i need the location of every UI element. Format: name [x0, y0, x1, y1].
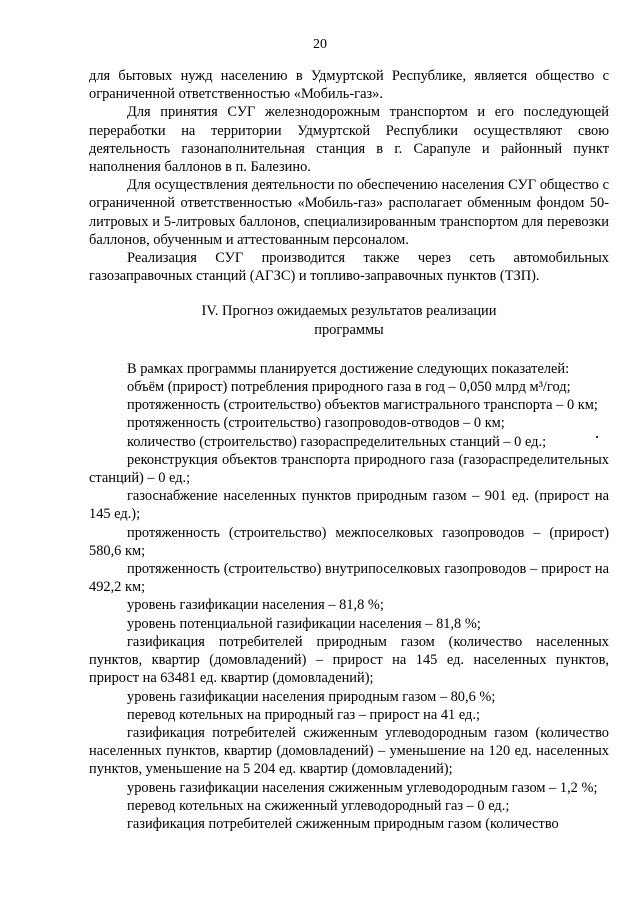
indicator-item: реконструкция объектов транспорта природного газа (газораспределительных станций) – 0 ед.; [89, 451, 609, 487]
section-title-line-1: IV. Прогноз ожидаемых результатов реализации [201, 303, 497, 320]
indicator-item: уровень потенциальной газификации населения – 81,8 %; [127, 615, 481, 632]
indicator-item: газоснабжение населенных пунктов природным газом – 901 ед. (прирост на 145 ед.); [89, 488, 609, 523]
indicators-intro: В рамках программы планируется достижение следующих показателей: [127, 360, 570, 377]
indicator-list [89, 378, 609, 833]
indicator-item: протяженность (строительство) газопроводов-отводов – 0 км; [127, 415, 505, 432]
section-title-line-2: программы [314, 321, 384, 338]
indicator-item: газификация потребителей сжиженным углеводородным газом (количество населенных пунктов, квартир (домовладений) – уменьшение на 120 ед. населенных пунктов, уменьшение на 5 204 ед. квартир (домовладений); [89, 724, 609, 778]
indicator-item: уровень газификации населения – 81,8 %; [127, 597, 384, 614]
indicator-item: протяженность (строительство) внутрипоселковых газопроводов – прирост на 492,2 км; [89, 561, 609, 596]
paragraph-rail-transport: Для принятия СУГ железнодорожным транспортом и его последующей переработки на территории Удмуртской Республики осуществляют свою деятельность газонаполнительная станция в г. Сарапуле и районный пункт наполнения баллонов в п. Балезино. [89, 104, 609, 176]
paragraph-mobil-gaz-resources: Для осуществления деятельности по обеспечению населения СУГ общество с ограниченной ответственностью «Мобиль-газ» располагает обменным фондом 50-литровых и 5-литровых баллонов, специализированным транспортом для перевозки баллонов, обученным и аттестованным персоналом. [89, 177, 609, 248]
indicator-item: количество (строительство) газораспределительных станций – 0 ед.; [127, 433, 547, 450]
indicator-item: протяженность (строительство) межпоселковых газопроводов – (прирост) 580,6 км; [89, 524, 609, 559]
scan-speck [596, 436, 598, 438]
paragraph-continuation: для бытовых нужд населению в Удмуртской Республике, является общество с ограниченной ответственностью «Мобиль-газ». [89, 68, 609, 103]
document-body [89, 67, 609, 833]
indicator-item: протяженность (строительство) объектов магистрального транспорта – 0 км; [127, 397, 598, 414]
indicator-item: газификация потребителей сжиженным природным газом (количество [127, 815, 559, 832]
indicator-item: перевод котельных на природный газ – прирост на 41 ед.; [127, 706, 480, 723]
page-number: 20 [313, 37, 327, 52]
section-heading [89, 302, 609, 338]
paragraph-sales-network: Реализация СУГ производится также через сеть автомобильных газозаправочных станций (АГЗС) и топливо-заправочных пунктов (ТЗП). [89, 250, 609, 285]
indicator-item: объём (прирост) потребления природного газа в год – 0,050 млрд м³/год; [127, 379, 571, 396]
indicator-item: перевод котельных на сжиженный углеводородный газ – 0 ед.; [127, 797, 510, 814]
indicator-item: газификация потребителей природным газом (количество населенных пунктов, квартир (домовладений) – прирост на 145 ед. населенных пунктов, прирост на 63481 ед. квартир (домовладений); [89, 633, 609, 687]
indicator-item: уровень газификации населения сжиженным углеводородным газом – 1,2 %; [127, 779, 598, 796]
indicator-item: уровень газификации населения природным газом – 80,6 %; [127, 688, 496, 705]
